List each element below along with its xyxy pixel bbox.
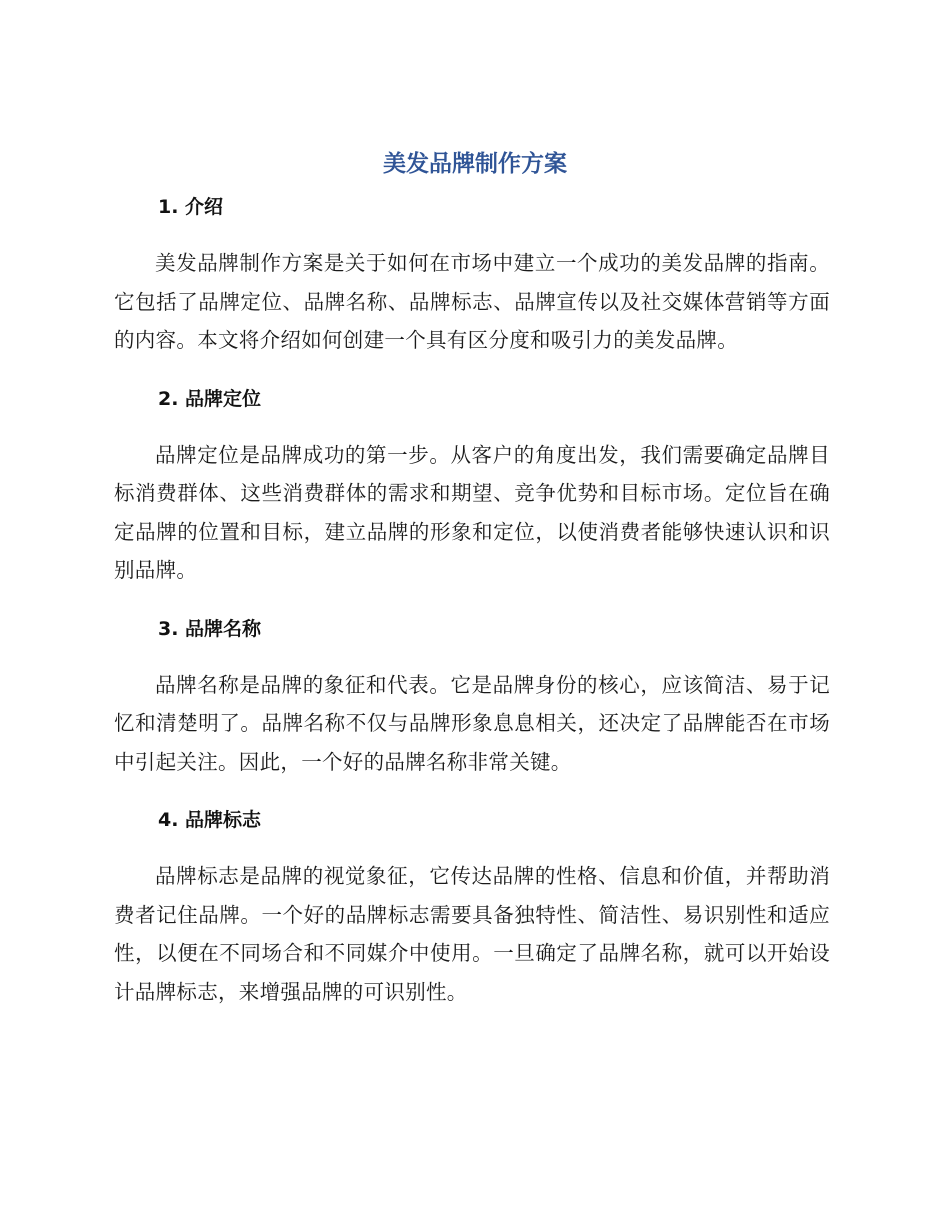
section-brand-name — [114, 610, 830, 782]
section-heading: 4. 品牌标志 — [158, 809, 262, 831]
section-introduction — [114, 188, 830, 360]
document-title: 美发品牌制作方案 — [383, 151, 567, 177]
section-heading: 3. 品牌名称 — [158, 617, 262, 640]
section-paragraph: 美发品牌制作方案是关于如何在市场中建立一个成功的美发品牌的指南。它包括了品牌定位、品牌名称、品牌标志、品牌宣传以及社交媒体营销等方面的内容。本文将介绍如何创建一个具有区分度和吸引力的美发品牌。 — [114, 251, 830, 352]
section-heading: 2. 品牌定位 — [158, 387, 262, 410]
section-brand-logo — [114, 801, 830, 1011]
section-paragraph: 品牌定位是品牌成功的第一步。从客户的角度出发，我们需要确定品牌目标消费群体、这些消费群体的需求和期望、竞争优势和目标市场。定位旨在确定品牌的位置和目标，建立品牌的形象和定位，以使消费者能够快速认识和识别品牌。 — [114, 442, 830, 582]
section-paragraph: 品牌名称是品牌的象征和代表。它是品牌身份的核心，应该简洁、易于记忆和清楚明了。品牌名称不仅与品牌形象息息相关，还决定了品牌能否在市场中引起关注。因此，一个好的品牌名称非常关键。 — [114, 672, 830, 774]
document-body — [114, 188, 830, 1031]
section-heading: 1. 介绍 — [158, 196, 224, 218]
section-paragraph: 品牌标志是品牌的视觉象征，它传达品牌的性格、信息和价值，并帮助消费者记住品牌。一个好的品牌标志需要具备独特性、简洁性、易识别性和适应性，以便在不同场合和不同媒介中使用。一旦确定了品牌名称，就可以开始设计品牌标志，来增强品牌的可识别性。 — [114, 864, 830, 1004]
section-brand-positioning — [114, 380, 830, 590]
